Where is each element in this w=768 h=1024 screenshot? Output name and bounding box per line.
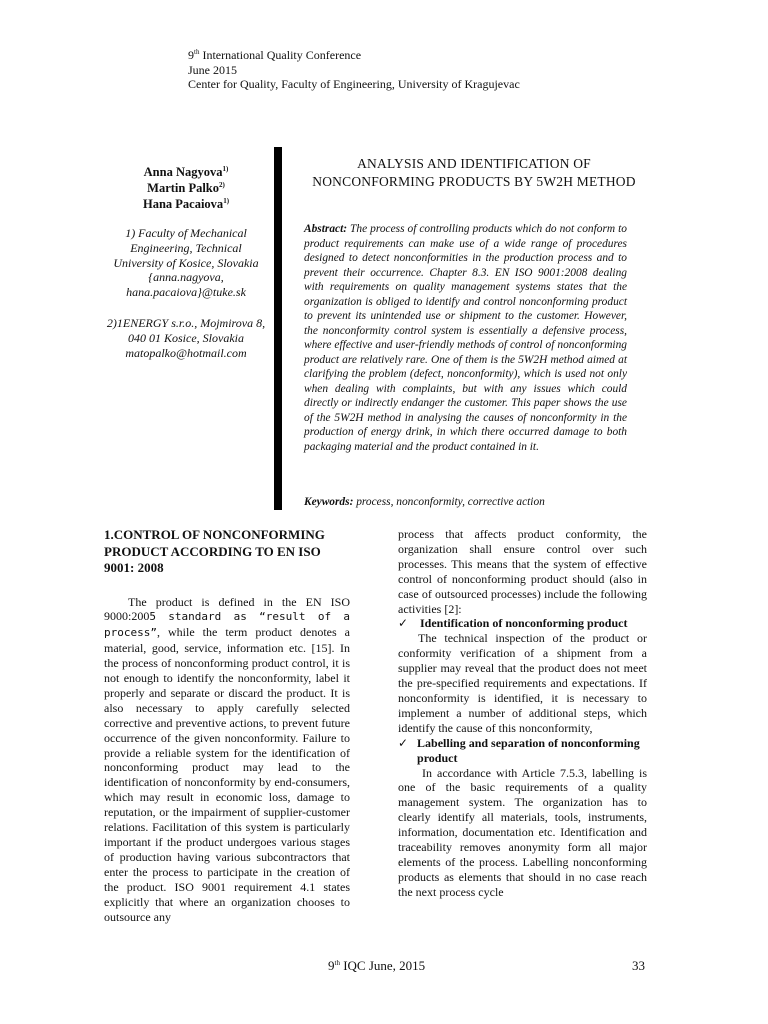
vertical-divider bbox=[274, 147, 282, 510]
paragraph: In accordance with Article 7.5.3, labelling is one of the basic requirements of a quality management system. The organization has to clearly identify all materials, tools, instruments, information, documentation etc. Identification and traceability removes anonymity form all major elements of the process. Labelling nonconforming products as elements that should in no case reach the next process cycle bbox=[398, 765, 647, 899]
paragraph-continued: process that affects product conformity, the organization shall ensure control over such processes. This means that the system of effective control of nonconforming product should (also in case of outsourced processes) include the following activities [2]: bbox=[398, 527, 647, 616]
affiliation-1: 1) Faculty of Mechanical Engineering, Technical University of Kosice, Slovakia {anna.nagyova, hana.pacaiova}@tuke.sk bbox=[113, 226, 259, 300]
keywords-text: process, nonconformity, corrective action bbox=[353, 496, 545, 508]
page-number: 33 bbox=[632, 958, 645, 973]
section-paragraph: The product is defined in the EN ISO 9000:2005 standard as “result of a process”, while the term product denotes a material, good, service, information etc. [15]. In the process of nonconforming product control, it is not enough to identify the nonconformity, label it properly and separate or discard the product. It is also necessary to apply carefully selected corrective and preventive actions, to prevent future occurrence of the given nonconformity. Failure to provide a reliable system for the identification of nonconforming product may lead to the identification of nonconformity by end-consumers, which may result in economic loss, damage to reputation, or the impairment of supplier-customer relations. Facilitation of this system is particularly important if the product undergoes various stages of production having various subcontractors that enter the process to participate in the creation of the product. ISO 9001 requirement 4.1 states explicitly that where an organization chooses to outsource any bbox=[104, 594, 350, 924]
conference-organizer: Center for Quality, Faculty of Engineering, University of Kragujevac bbox=[188, 77, 520, 91]
paragraph: The technical inspection of the product or conformity verification of a shipment from a supplier may reveal that the product does not meet the pre-specified requirements and expectations. If nonconformity is identified, it is necessary to implement a number of additional steps, which identify the cause of this nonconformity, bbox=[398, 631, 647, 735]
author-block bbox=[104, 164, 268, 360]
keywords bbox=[304, 495, 634, 510]
keywords-label: Keywords: bbox=[304, 496, 354, 508]
author-name: Hana Pacaiova$^{1)}$ bbox=[142, 197, 230, 211]
author-name: Anna Nagyova$^{1)}$ bbox=[143, 165, 229, 179]
conference-date: June 2015 bbox=[188, 62, 237, 77]
bullet-item: ✓ Labelling and separation of nonconforming product bbox=[398, 735, 640, 765]
affiliation-2: 2)1ENERGY s.r.o., Mojmirova 8, 040 01 Kosice, Slovakia matopalko@hotmail.com bbox=[106, 315, 266, 360]
abstract bbox=[304, 222, 627, 454]
check-icon: ✓ bbox=[398, 616, 409, 631]
conference-header bbox=[188, 48, 520, 92]
bullet-item: ✓ Identification of nonconforming product bbox=[398, 616, 628, 631]
conference-edition: 9 bbox=[188, 48, 194, 62]
conference-name bbox=[188, 48, 520, 63]
right-column bbox=[398, 527, 647, 900]
paper-title: ANALYSIS AND IDENTIFICATION OF NONCONFORMING PRODUCTS BY 5W2H METHOD bbox=[312, 156, 636, 189]
abstract-text: The process of controlling products which do not conform to product requirements can make use of a wide range of procedures designed to detect nonconformities in the production process and to prevent their occurrence. Chapter 8.3. EN ISO 9001:2008 dealing with requirements on quality management systems states that the organization is obliged to identify and control nonconforming product to prevent its unintended use or shipment to the customer. However, the nonconformity control system is essentially a defensive process, where effective and user-friendly methods of control of nonconforming product are relatively rare. One of them is the 5W2H method aimed at clarifying the problem (defect, nonconformity), which is used not only when dealing with complaints, but with any issues which could directly or indirectly endanger the customer. This paper shows the use of the 5W2H method in analysing the causes of nonconformity in the production of energy drink, in which there occurred damage to both packaging material and the product contained in it. bbox=[304, 223, 627, 453]
section-heading: 1.CONTROL OF NONCONFORMING PRODUCT ACCORDING TO EN ISO 9001: 2008 bbox=[104, 527, 325, 575]
footer-conference: 9th IQC June, 2015 bbox=[328, 958, 426, 973]
left-column bbox=[104, 527, 350, 924]
conference-title: International Quality Conference bbox=[199, 48, 362, 62]
ordinal-suffix: th bbox=[194, 48, 200, 56]
author-name: Martin Palko$^{2)}$ bbox=[147, 181, 225, 195]
check-icon: ✓ bbox=[398, 735, 409, 750]
abstract-label: Abstract: bbox=[304, 223, 348, 235]
